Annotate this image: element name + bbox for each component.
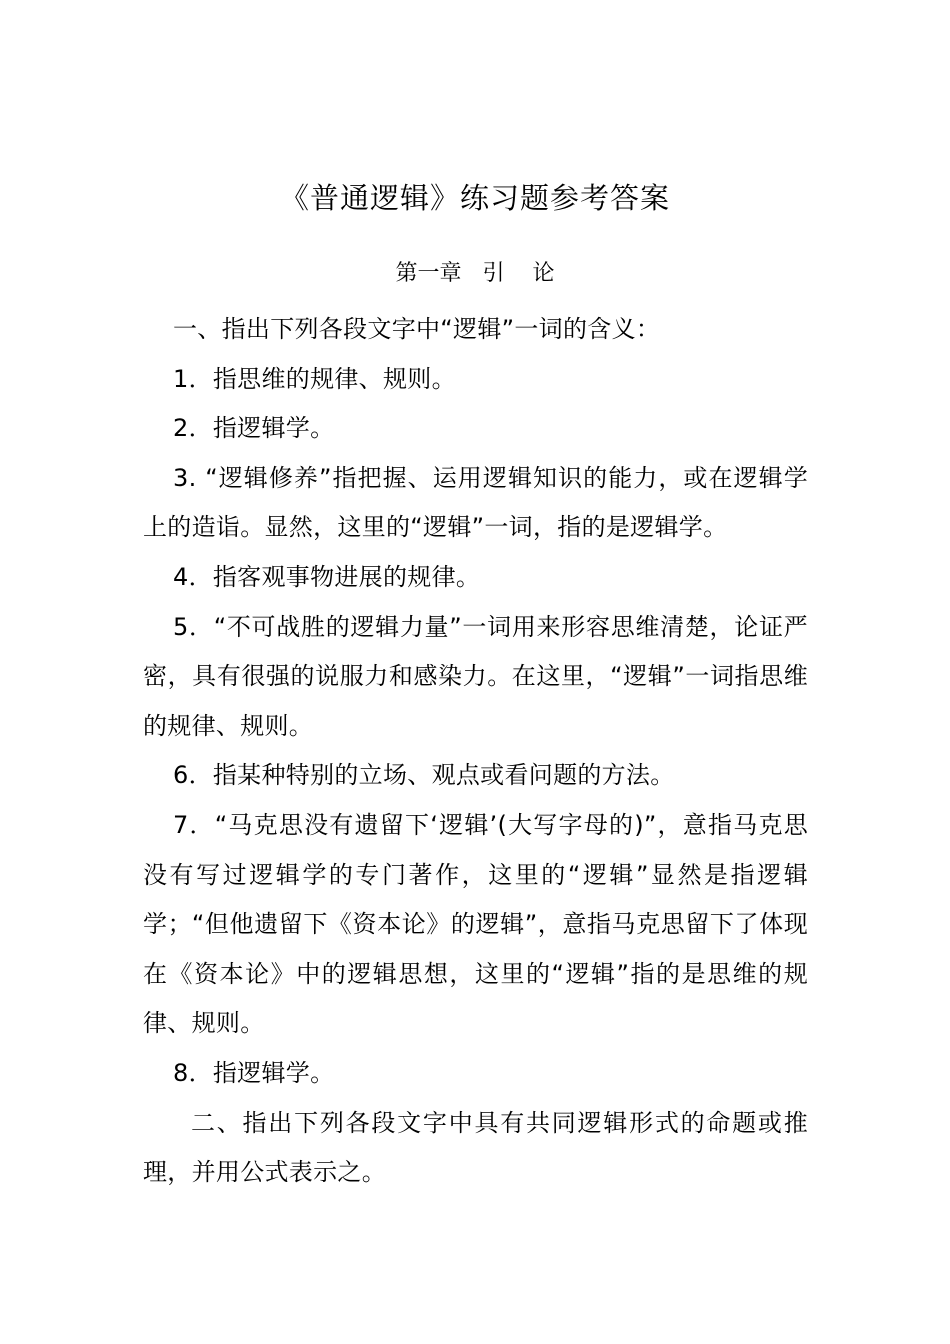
answer-item-5: 5．“不可战胜的逻辑力量”一词用来形容思维清楚，论证严密，具有很强的说服力和感染力。在这里，“逻辑”一词指思维的规律、规则。: [143, 612, 808, 740]
answer-item-4: 4．指客观事物进展的规律。: [173, 562, 481, 591]
section-two-heading: 二、指出下列各段文字中具有共同逻辑形式的命题或推理，并用公式表示之。: [143, 1108, 808, 1187]
answer-item-3: 3. “逻辑修养”指把握、运用逻辑知识的能力，或在逻辑学上的造诣。显然，这里的“逻辑”一词，指的是逻辑学。: [143, 463, 808, 542]
chapter-heading: 第一章 引 论: [395, 261, 555, 286]
answer-item-6: 6．指某种特别的立场、观点或看问题的方法。: [173, 761, 675, 790]
section-one-heading: 一、指出下列各段文字中“逻辑”一词的含义：: [173, 315, 661, 343]
answer-item-8: 8．指逻辑学。: [173, 1058, 335, 1087]
answer-item-7: 7．“马克思没有遗留下‘逻辑’(大写字母的)”，意指马克思没有写过逻辑学的专门著作，这里的“逻辑”显然是指逻辑学；“但他遗留下《资本论》的逻辑”，意指马克思留下了体现在《资本论》中的逻辑思想，这里的“逻辑”指的是思维的规律、规则。: [143, 810, 808, 1038]
document-body: [143, 305, 808, 1198]
document-title: 《普通逻辑》练习题参考答案: [279, 181, 670, 215]
answer-item-1: 1．指思维的规律、规则。: [173, 364, 456, 393]
answer-item-2: 2．指逻辑学。: [173, 414, 335, 443]
